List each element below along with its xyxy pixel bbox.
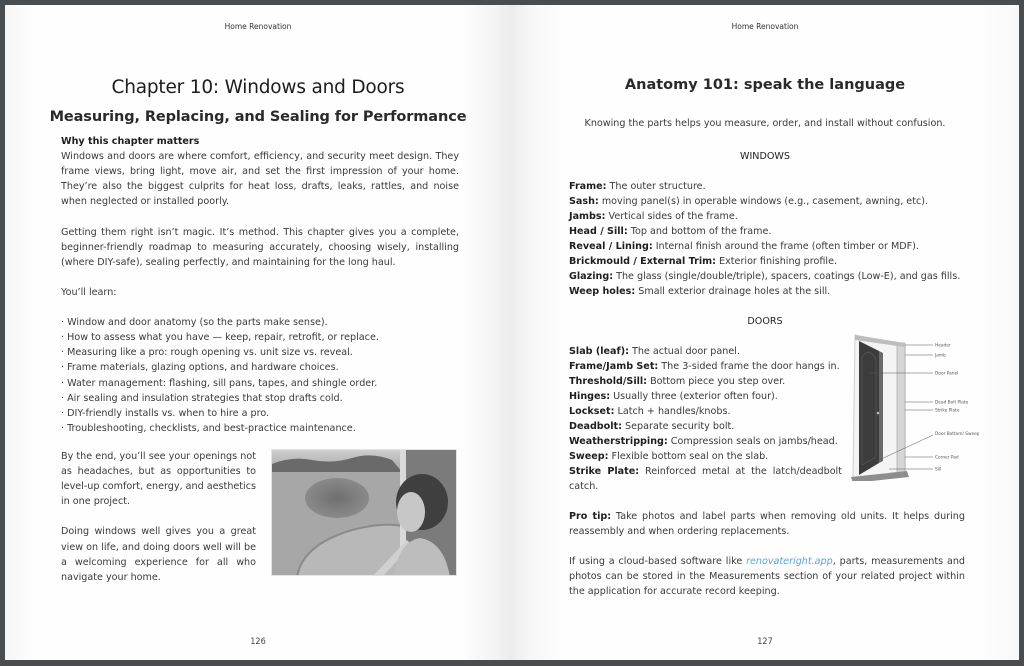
section-title: Anatomy 101: speak the language [624, 77, 906, 93]
right-page [511, 5, 1019, 660]
photo-image [272, 450, 457, 576]
svg-text:Door Panel: Door Panel [935, 371, 959, 377]
svg-text:Sill: Sill [935, 467, 942, 473]
list-item: · Air sealing and insulation strategies that stop drafts cold. [61, 391, 459, 406]
paragraph: Doing windows well gives you a great view on life, and doing doors well will be a welcoming experience for all who navigate your home. [61, 526, 256, 583]
glossary-row: Brickmould / External Trim: Exterior finishing profile. [569, 256, 838, 267]
section-intro: Knowing the parts helps you measure, order, and install without confusion. [584, 118, 946, 129]
renovateright-link[interactable]: renovateright.app [746, 556, 833, 567]
glossary-row: Frame/Jamb Set: The 3-sided frame the door hangs in. [569, 361, 840, 372]
tips-section [569, 509, 965, 599]
door-diagram-image [849, 331, 979, 481]
list-item: · Water management: flashing, sill pans, tapes, and shingle order. [61, 376, 459, 391]
running-head: Home Renovation [224, 22, 292, 31]
chapter-intro [61, 134, 459, 436]
learning-list [61, 315, 459, 436]
doors-glossary [569, 344, 842, 494]
pro-tip: Pro tip: Take photos and label parts when removing old units. It helps during reassembly and when ordering replacements. [569, 511, 965, 537]
glossary-row: Reveal / Lining: Internal finish around the frame (often timber or MDF). [569, 241, 919, 252]
windows-glossary [569, 179, 969, 299]
glossary-row: Frame: The outer structure. [569, 181, 706, 192]
list-item: · Measuring like a pro: rough opening vs. unit size vs. reveal. [61, 345, 459, 360]
glossary-row: Jambs: Vertical sides of the frame. [569, 211, 738, 222]
list-item: · DIY-friendly installs vs. when to hire a pro. [61, 406, 459, 421]
list-item: · How to assess what you have — keep, repair, retrofit, or replace. [61, 330, 459, 345]
glossary-row: Sash: moving panel(s) in operable windows (e.g., casement, awning, etc). [569, 196, 929, 207]
glossary-row: Threshold/Sill: Bottom piece you step over. [569, 376, 786, 387]
doors-heading: DOORS [747, 316, 783, 327]
svg-text:Jamb: Jamb [935, 353, 946, 359]
list-item: · Troubleshooting, checklists, and best-practice maintenance. [61, 421, 459, 436]
page-number: 126 [250, 637, 266, 647]
paragraph: You’ll learn: [61, 286, 117, 298]
glossary-row: Weatherstripping: Compression seals on jambs/head. [569, 436, 838, 447]
glossary-row: Glazing: The glass (single/double/triple), spacers, coatings (Low-E), and gas fills. [569, 271, 961, 282]
glossary-row: Head / Sill: Top and bottom of the frame. [569, 226, 772, 237]
page-number: 127 [757, 637, 773, 647]
glossary-row: Sweep: Flexible bottom seal on the slab. [569, 451, 769, 462]
cloud-note: If using a cloud-based software like renovateright.app, parts, measurements and photos can be stored in the Measurements section of your related project within the application for accurate record keeping. [569, 556, 965, 597]
glossary-row: Slab (leaf): The actual door panel. [569, 346, 740, 357]
svg-text:Door Bottom/ Sweep: Door Bottom/ Sweep [935, 432, 979, 437]
svg-text:Dead Bolt Plate: Dead Bolt Plate [935, 400, 969, 406]
closing-text [61, 449, 256, 585]
section-label: Why this chapter matters [61, 136, 200, 147]
list-item: · Window and door anatomy (so the parts make sense). [61, 315, 459, 330]
paragraph: Windows and doors are where comfort, efficiency, and security meet design. They frame views, bring light, move air, and set the first impression of your home. They’re also the biggest culprits for heat loss, drafts, leaks, rattles, and noise when neglected or installed poorly. [61, 151, 459, 208]
paragraph: By the end, you’ll see your openings not as headaches, but as opportunities to level-up comfort, energy, and aesthetics in one project. [61, 451, 256, 508]
glossary-row: Strike Plate: Reinforced metal at the latch/deadbolt catch. [569, 466, 842, 492]
svg-text:Corner Pad: Corner Pad [935, 455, 959, 461]
child-at-window-photo [271, 449, 457, 576]
running-head: Home Renovation [731, 22, 799, 31]
glossary-row: Deadbolt: Separate security bolt. [569, 421, 735, 432]
chapter-title: Chapter 10: Windows and Doors [111, 77, 405, 98]
svg-text:Header: Header [935, 343, 951, 349]
glossary-row: Lockset: Latch + handles/knobs. [569, 406, 731, 417]
list-item: · Frame materials, glazing options, and hardware choices. [61, 360, 459, 375]
left-page [5, 5, 511, 660]
glossary-row: Weep holes: Small exterior drainage holes at the sill. [569, 286, 831, 297]
glossary-row: Hinges: Usually three (exterior often four). [569, 391, 778, 402]
windows-heading: WINDOWS [739, 151, 790, 162]
chapter-subtitle: Measuring, Replacing, and Sealing for Performance [49, 109, 467, 125]
book-spread [5, 5, 1019, 660]
door-anatomy-diagram [849, 331, 979, 481]
paragraph: Getting them right isn’t magic. It’s method. This chapter gives you a complete, beginner-friendly roadmap to measuring accurately, choosing wisely, installing (where DIY-safe), sealing perfectly, and maintaining for the long haul. [61, 226, 459, 268]
svg-text:Strike Plate: Strike Plate [935, 408, 960, 414]
